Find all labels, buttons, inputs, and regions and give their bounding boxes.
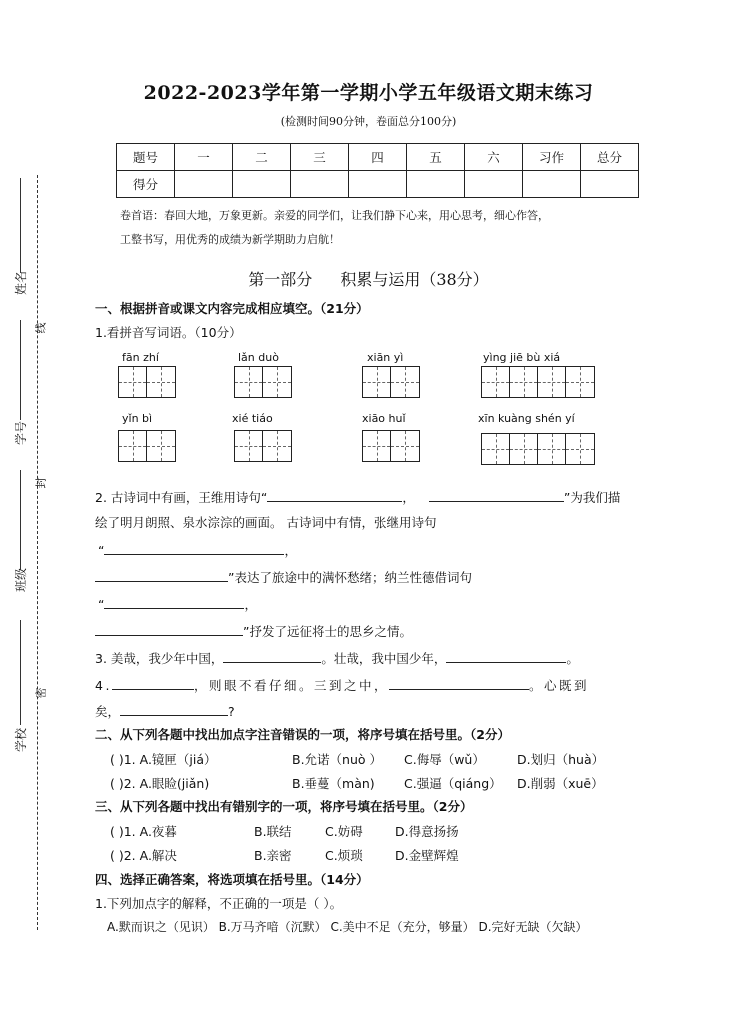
part2-heading: 二、从下列各题中找出加点字注音错误的一项，将序号填在括号里。（2分） <box>95 727 510 742</box>
score-cell: 总分 <box>581 144 639 171</box>
label-class: 班级 <box>14 567 28 592</box>
part4-q1-options: A.默而识之（见识） B.万马齐喑（沉默） C.美中不足（充分，够量） D.完好无缺（欠缺） <box>107 920 588 934</box>
score-input-cell[interactable] <box>407 171 465 198</box>
writing-grid[interactable] <box>234 366 292 398</box>
pinyin-6: xié tiáo <box>232 412 273 425</box>
blank[interactable] <box>120 701 228 716</box>
writing-grid[interactable] <box>481 433 595 465</box>
note-line: 工整书写，用优秀的成绩为新学期助力启航！ <box>120 233 340 246</box>
score-cell: 习作 <box>523 144 581 171</box>
section-part: 第一部分 <box>248 270 313 289</box>
score-input-cell[interactable] <box>175 171 233 198</box>
pinyin-3: xiān yì <box>367 351 404 364</box>
blank[interactable] <box>104 540 284 555</box>
writing-grid[interactable] <box>118 430 176 462</box>
score-cell: 题号 <box>117 144 175 171</box>
part2-row1: ( )1. A.镜匣（jiá） B.允诺（nuò ） C.侮辱（wǔ） D.划归（huà） <box>110 752 605 767</box>
score-input-cell[interactable] <box>465 171 523 198</box>
page-title: 2022-2023学年第一学期小学五年级语文期末练习 <box>143 82 594 104</box>
blank[interactable] <box>223 648 321 663</box>
label-school: 学校 <box>14 727 28 752</box>
score-input-cell[interactable] <box>523 171 581 198</box>
score-input-cell[interactable] <box>291 171 349 198</box>
q2-line5: “ ， <box>98 594 257 613</box>
q2-line4: ”表达了旅途中的满怀愁绪；纳兰性德借词句 <box>95 567 472 586</box>
blank[interactable] <box>104 594 244 609</box>
section-name: 积累与运用（38分） <box>340 270 489 289</box>
section-heading <box>0 267 737 290</box>
score-input-cell[interactable] <box>233 171 291 198</box>
preface-note <box>120 204 680 252</box>
seal-feng: 封 <box>34 477 48 489</box>
pinyin-2: lǎn duò <box>238 351 279 364</box>
score-cell: 四 <box>349 144 407 171</box>
blank[interactable] <box>429 487 564 502</box>
writing-grid[interactable] <box>362 430 420 462</box>
part2-row2: ( )2. A.眼睑(jiǎn) B.垂蔓（màn) C.强逼（qiáng） D.削弱（xuē） <box>110 776 604 791</box>
q2-line2: 绘了明月朗照、泉水淙淙的画面。 古诗词中有情，张继用诗句 <box>95 515 437 530</box>
writing-grid[interactable] <box>362 366 420 398</box>
school-blank <box>20 620 21 725</box>
score-value-row <box>117 171 639 198</box>
score-cell: 五 <box>407 144 465 171</box>
part3-row2: ( )2. A.解决 B.亲密 C.烦琐 D.金壁辉煌 <box>110 848 459 863</box>
note-line: 卷首语：春回大地，万象更新。亲爱的同学们，让我们静下心来，用心思考，细心作答， <box>120 209 549 222</box>
blank[interactable] <box>112 675 194 690</box>
name-blank <box>20 178 21 273</box>
score-cell: 二 <box>233 144 291 171</box>
blank[interactable] <box>446 648 566 663</box>
seal-xian: 线 <box>34 322 48 334</box>
writing-grid[interactable] <box>118 366 176 398</box>
pinyin-4: yìng jiē bù xiá <box>483 351 561 364</box>
page-subtitle: (检测时间90分钟，卷面总分100分) <box>280 115 457 128</box>
pinyin-1: fān zhí <box>122 351 159 364</box>
score-cell: 三 <box>291 144 349 171</box>
blank[interactable] <box>389 675 529 690</box>
score-cell: 一 <box>175 144 233 171</box>
pinyin-8: xīn kuàng shén yí <box>478 412 575 425</box>
q2-line6: ”抒发了远征将士的思乡之情。 <box>95 621 412 640</box>
q4-line2: 矣， ? <box>95 701 235 720</box>
q4-line1: 4. ，则眼不看仔细。三到之中， 。心既到 <box>95 675 589 694</box>
part3-heading: 三、从下列各题中找出有错别字的一项，将序号填在括号里。（2分） <box>95 799 473 814</box>
part4-heading: 四、选择正确答案，将选项填在括号里。（14分） <box>95 872 369 887</box>
writing-grid[interactable] <box>234 430 292 462</box>
label-student-id: 学号 <box>14 420 28 445</box>
blank[interactable] <box>95 621 243 636</box>
pinyin-5: yǐn bì <box>122 412 153 425</box>
q2-line3: “ ， <box>98 540 297 559</box>
blank[interactable] <box>95 567 228 582</box>
score-input-cell[interactable] <box>581 171 639 198</box>
part4-q1: 1.下列加点字的解释，不正确的一项是（ ）。 <box>95 896 343 911</box>
score-cell: 得分 <box>117 171 175 198</box>
class-blank <box>20 470 21 570</box>
score-cell: 六 <box>465 144 523 171</box>
q2-line1: 2. 古诗词中有画，王维用诗句“ ， ”为我们描 <box>95 487 620 506</box>
label-name: 姓名 <box>14 270 28 295</box>
part3-row1: ( )1. A.夜暮 B.联结 C.妨碍 D.得意扬扬 <box>110 824 459 839</box>
score-input-cell[interactable] <box>349 171 407 198</box>
score-table <box>116 143 639 198</box>
score-header-row <box>117 144 639 171</box>
q1-sub1: 1.看拼音写词语。（10分） <box>95 325 242 340</box>
q3-line: 3. 美哉，我少年中国， 。壮哉，我中国少年， 。 <box>95 648 579 667</box>
pinyin-7: xiāo huǐ <box>362 412 406 425</box>
id-blank <box>20 320 21 420</box>
blank[interactable] <box>267 487 402 502</box>
seal-mi: 密 <box>34 687 48 699</box>
q1-heading: 一、根据拼音或课文内容完成相应填空。（21分） <box>95 301 369 316</box>
writing-grid[interactable] <box>481 366 595 398</box>
